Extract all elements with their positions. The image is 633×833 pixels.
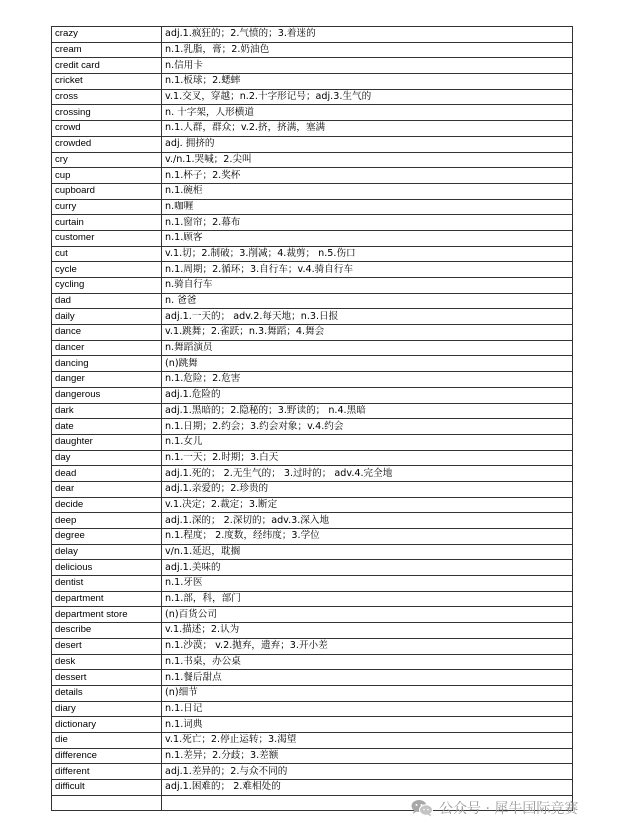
word-cell: dead: [52, 466, 162, 482]
word-cell: diary: [52, 701, 162, 717]
table-row: [52, 340, 573, 356]
word-cell: dad: [52, 293, 162, 309]
meaning-cell: n.1.乳脂，膏；2.奶油色: [162, 42, 573, 58]
table-row: [52, 89, 573, 105]
meaning-cell: (n)百货公司: [162, 607, 573, 623]
word-cell: different: [52, 764, 162, 780]
word-cell: delicious: [52, 560, 162, 576]
meaning-cell: v.1.切；2.制破；3.削减；4.裁剪； n.5.伤口: [162, 246, 573, 262]
table-row: [52, 136, 573, 152]
table-row: [52, 748, 573, 764]
meaning-cell: n.1.书桌，办公桌: [162, 654, 573, 670]
meaning-cell: adj.1.一天的； adv.2.每天地；n.3.日报: [162, 309, 573, 325]
meaning-cell: v.1.决定；2.裁定；3.断定: [162, 497, 573, 513]
word-cell: date: [52, 419, 162, 435]
meaning-cell: v.1.交叉，穿越；n.2.十字形记号；adj.3.生气的: [162, 89, 573, 105]
table-row: [52, 481, 573, 497]
table-row: [52, 121, 573, 137]
table-row: [52, 246, 573, 262]
word-cell: crazy: [52, 27, 162, 43]
meaning-cell: n.1.牙医: [162, 576, 573, 592]
meaning-cell: n.1.窗帘；2.幕布: [162, 215, 573, 231]
table-row: [52, 544, 573, 560]
table-row: [52, 42, 573, 58]
word-cell: cross: [52, 89, 162, 105]
meaning-cell: (n)细节: [162, 685, 573, 701]
meaning-cell: adj.1.死的； 2.无生气的； 3.过时的； adv.4.完全地: [162, 466, 573, 482]
meaning-cell: n. 爸爸: [162, 293, 573, 309]
meaning-cell: n.1.差异；2.分歧；3.差额: [162, 748, 573, 764]
meaning-cell: v./n.1.哭喊；2.尖叫: [162, 152, 573, 168]
meaning-cell: n.1.日记: [162, 701, 573, 717]
meaning-cell: n. 十字架，人形横道: [162, 105, 573, 121]
word-cell: dance: [52, 325, 162, 341]
meaning-cell: adj.1.亲爱的；2.珍贵的: [162, 481, 573, 497]
table-row: [52, 293, 573, 309]
vocabulary-table: [51, 26, 573, 811]
meaning-cell: n.舞蹈演员: [162, 340, 573, 356]
word-cell: delay: [52, 544, 162, 560]
meaning-cell: n.1.日期；2.约会；3.约会对象；v.4.约会: [162, 419, 573, 435]
table-row: [52, 450, 573, 466]
word-cell: [52, 795, 162, 811]
table-row: [52, 58, 573, 74]
meaning-cell: n.咖喱: [162, 199, 573, 215]
word-cell: cut: [52, 246, 162, 262]
table-row: [52, 654, 573, 670]
meaning-cell: n.1.碗柜: [162, 183, 573, 199]
word-cell: dancer: [52, 340, 162, 356]
table-row: [52, 262, 573, 278]
table-row: [52, 560, 573, 576]
word-cell: die: [52, 732, 162, 748]
meaning-cell: n.骑自行车: [162, 278, 573, 294]
word-cell: desk: [52, 654, 162, 670]
meaning-cell: n.1.顾客: [162, 230, 573, 246]
meaning-cell: n.1.女儿: [162, 434, 573, 450]
word-cell: day: [52, 450, 162, 466]
table-row: [52, 183, 573, 199]
table-row: [52, 168, 573, 184]
table-row: [52, 356, 573, 372]
table-row: [52, 717, 573, 733]
vocabulary-table-body: [52, 27, 573, 811]
word-cell: describe: [52, 623, 162, 639]
word-cell: credit card: [52, 58, 162, 74]
word-cell: dessert: [52, 670, 162, 686]
meaning-cell: n.1.程度； 2.度数，经纬度；3.学位: [162, 529, 573, 545]
table-row: [52, 638, 573, 654]
meaning-cell: n.1.危险；2.危害: [162, 372, 573, 388]
meaning-cell: n.1.部，科，部门: [162, 591, 573, 607]
table-row: [52, 74, 573, 90]
meaning-cell: adj.1.危险的: [162, 387, 573, 403]
word-cell: crowd: [52, 121, 162, 137]
word-cell: customer: [52, 230, 162, 246]
word-cell: department store: [52, 607, 162, 623]
watermark: [411, 797, 578, 819]
word-cell: details: [52, 685, 162, 701]
table-row: [52, 372, 573, 388]
meaning-cell: n.1.杯子；2.奖杯: [162, 168, 573, 184]
meaning-cell: adj.1.深的； 2.深切的；adv.3.深入地: [162, 513, 573, 529]
meaning-cell: n.1.一天；2.时期；3.白天: [162, 450, 573, 466]
word-cell: deep: [52, 513, 162, 529]
table-row: [52, 419, 573, 435]
table-row: [52, 403, 573, 419]
meaning-cell: adj. 拥挤的: [162, 136, 573, 152]
word-cell: cycle: [52, 262, 162, 278]
word-cell: crowded: [52, 136, 162, 152]
meaning-cell: adj.1.美味的: [162, 560, 573, 576]
word-cell: curry: [52, 199, 162, 215]
meaning-cell: n.信用卡: [162, 58, 573, 74]
word-cell: dear: [52, 481, 162, 497]
meaning-cell: v.1.跳舞；2.雀跃；n.3.舞蹈；4.舞会: [162, 325, 573, 341]
watermark-text: 公众号 · 犀牛国际竞赛: [439, 801, 579, 817]
table-row: [52, 607, 573, 623]
table-row: [52, 513, 573, 529]
table-row: [52, 701, 573, 717]
meaning-cell: adj.1.困难的； 2.难相处的: [162, 780, 573, 796]
table-row: [52, 325, 573, 341]
meaning-cell: n.1.词典: [162, 717, 573, 733]
table-row: [52, 732, 573, 748]
table-row: [52, 434, 573, 450]
table-row: [52, 576, 573, 592]
table-row: [52, 780, 573, 796]
word-cell: desert: [52, 638, 162, 654]
meaning-cell: n.1.周期；2.循环；3.自行车；v.4.骑自行车: [162, 262, 573, 278]
table-row: [52, 215, 573, 231]
table-row: [52, 199, 573, 215]
table-row: [52, 466, 573, 482]
table-row: [52, 387, 573, 403]
word-cell: daughter: [52, 434, 162, 450]
word-cell: daily: [52, 309, 162, 325]
meaning-cell: adj.1.黑暗的；2.隐秘的；3.野读的； n.4.黑暗: [162, 403, 573, 419]
word-cell: difference: [52, 748, 162, 764]
word-cell: curtain: [52, 215, 162, 231]
word-cell: decide: [52, 497, 162, 513]
table-row: [52, 685, 573, 701]
table-row: [52, 529, 573, 545]
word-cell: cycling: [52, 278, 162, 294]
word-cell: cupboard: [52, 183, 162, 199]
word-cell: dictionary: [52, 717, 162, 733]
word-cell: crossing: [52, 105, 162, 121]
table-row: [52, 309, 573, 325]
meaning-cell: v.1.描述；2.认为: [162, 623, 573, 639]
meaning-cell: n.1.沙漠； v.2.抛弃，遗弃；3.开小差: [162, 638, 573, 654]
meaning-cell: n.1.人群，群众；v.2.挤，挤满，塞满: [162, 121, 573, 137]
meaning-cell: adj.1.疯狂的；2.气愤的；3.着迷的: [162, 27, 573, 43]
word-cell: cricket: [52, 74, 162, 90]
word-cell: cream: [52, 42, 162, 58]
word-cell: cup: [52, 168, 162, 184]
meaning-cell: n.1.餐后甜点: [162, 670, 573, 686]
meaning-cell: v/n.1.延迟，耽搁: [162, 544, 573, 560]
table-row: [52, 591, 573, 607]
meaning-cell: v.1.死亡；2.停止运转；3.渴望: [162, 732, 573, 748]
table-row: [52, 670, 573, 686]
word-cell: difficult: [52, 780, 162, 796]
wechat-icon: [411, 799, 433, 817]
table-row: [52, 230, 573, 246]
table-row: [52, 27, 573, 43]
word-cell: dangerous: [52, 387, 162, 403]
table-row: [52, 152, 573, 168]
table-row: [52, 278, 573, 294]
word-cell: dancing: [52, 356, 162, 372]
table-row: [52, 497, 573, 513]
word-cell: degree: [52, 529, 162, 545]
word-cell: dentist: [52, 576, 162, 592]
word-cell: dark: [52, 403, 162, 419]
table-row: [52, 105, 573, 121]
meaning-cell: adj.1.差异的；2.与众不同的: [162, 764, 573, 780]
table-row: [52, 623, 573, 639]
table-row: [52, 764, 573, 780]
word-cell: cry: [52, 152, 162, 168]
word-cell: department: [52, 591, 162, 607]
meaning-cell: n.1.板球；2.蟋蟀: [162, 74, 573, 90]
word-cell: danger: [52, 372, 162, 388]
meaning-cell: (n)跳舞: [162, 356, 573, 372]
